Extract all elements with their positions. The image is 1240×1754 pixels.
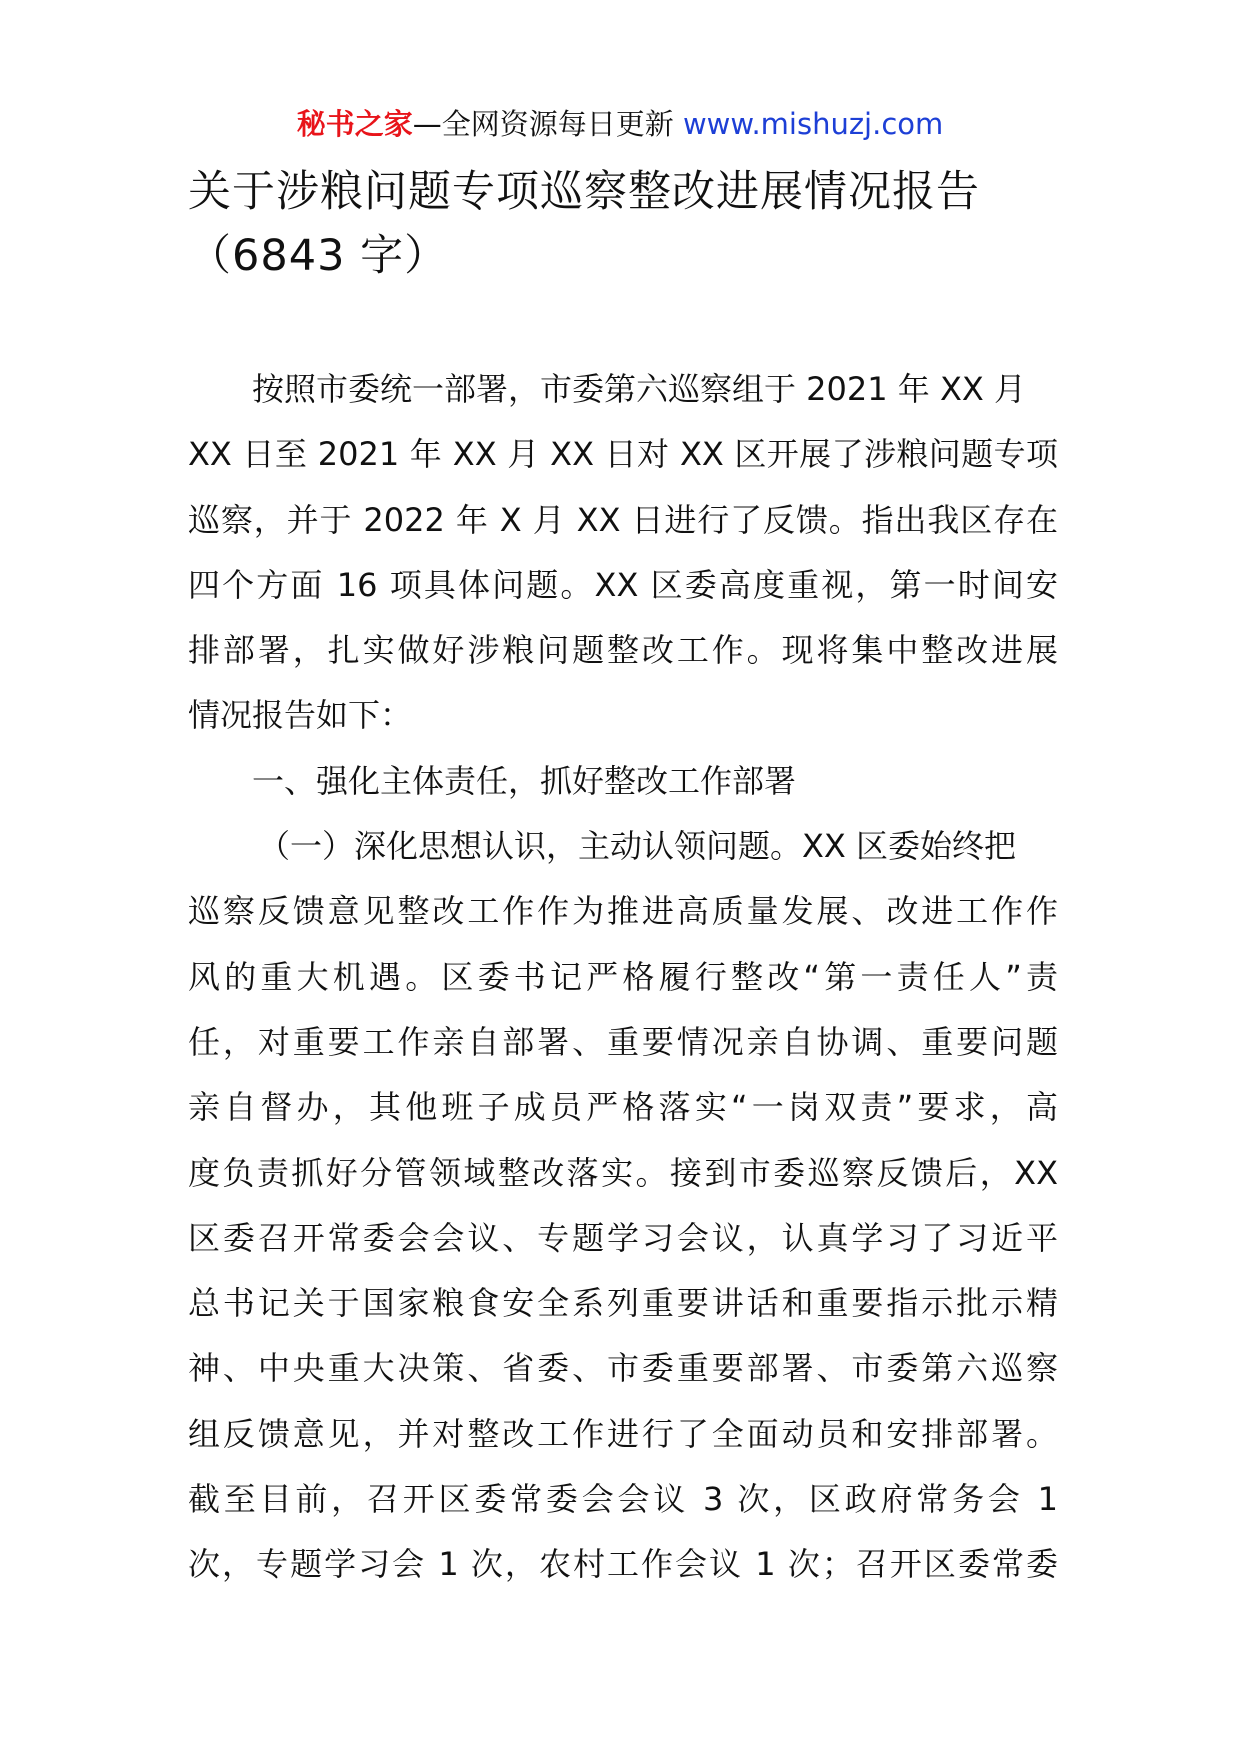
body-line: 四个方面 16 项具体问题。XX 区委高度重视，第一时间安 — [188, 565, 1058, 604]
body-line: 神、中央重大决策、省委、市委重要部署、市委第六巡察 — [188, 1349, 1058, 1388]
header-tagline: —全网资源每日更新 — [412, 107, 683, 141]
body-line: 度负责抓好分管领域整改落实。接到市委巡察反馈后，XX — [188, 1153, 1058, 1192]
document-title — [188, 160, 1068, 288]
brand-name: 秘书之家 — [296, 107, 413, 141]
body-line: 总书记关于国家粮食安全系列重要讲话和重要指示批示精 — [188, 1284, 1058, 1323]
body-line: 组反馈意见，并对整改工作进行了全面动员和安排部署。 — [188, 1414, 1058, 1453]
body-line: 排部署，扎实做好涉粮问题整改工作。现将集中整改进展 — [188, 631, 1058, 670]
subsection-heading: （一）深化思想认识，主动认领问题。XX 区委始终把 — [258, 827, 1017, 866]
body-line: XX 日至 2021 年 XX 月 XX 日对 XX 区开展了涉粮问题专项 — [188, 435, 1058, 474]
body-line: 巡察，并于 2022 年 X 月 XX 日进行了反馈。指出我区存在 — [188, 500, 1058, 539]
body-line: 次，专题学习会 1 次，农村工作会议 1 次；召开区委常委 — [188, 1545, 1058, 1584]
title-line-1: 关于涉粮问题专项巡察整改进展情况报告 — [188, 167, 980, 217]
body-line: 巡察反馈意见整改工作作为推进高质量发展、改进工作作 — [188, 892, 1058, 931]
body-line: 亲自督办，其他班子成员严格落实“一岗双责”要求，高 — [188, 1088, 1058, 1127]
site-header — [0, 104, 1240, 144]
body-line: 截至目前，召开区委常委会会议 3 次，区政府常务会 1 — [188, 1480, 1058, 1519]
body-line: 风的重大机遇。区委书记严格履行整改“第一责任人”责 — [188, 957, 1058, 996]
site-url-link[interactable]: www.mishuzj.com — [682, 107, 944, 141]
title-line-2: （6843 字） — [188, 231, 449, 281]
document-body — [188, 357, 1058, 1598]
section-heading: 一、强化主体责任，抓好整改工作部署 — [252, 761, 797, 800]
body-line: 按照市委统一部署，市委第六巡察组于 2021 年 XX 月 — [252, 370, 1026, 408]
body-line: 区委召开常委会会议、专题学习会议，认真学习了习近平 — [188, 1218, 1058, 1257]
body-line: 任，对重要工作亲自部署、重要情况亲自协调、重要问题 — [188, 1022, 1058, 1061]
body-line: 情况报告如下： — [188, 696, 413, 735]
